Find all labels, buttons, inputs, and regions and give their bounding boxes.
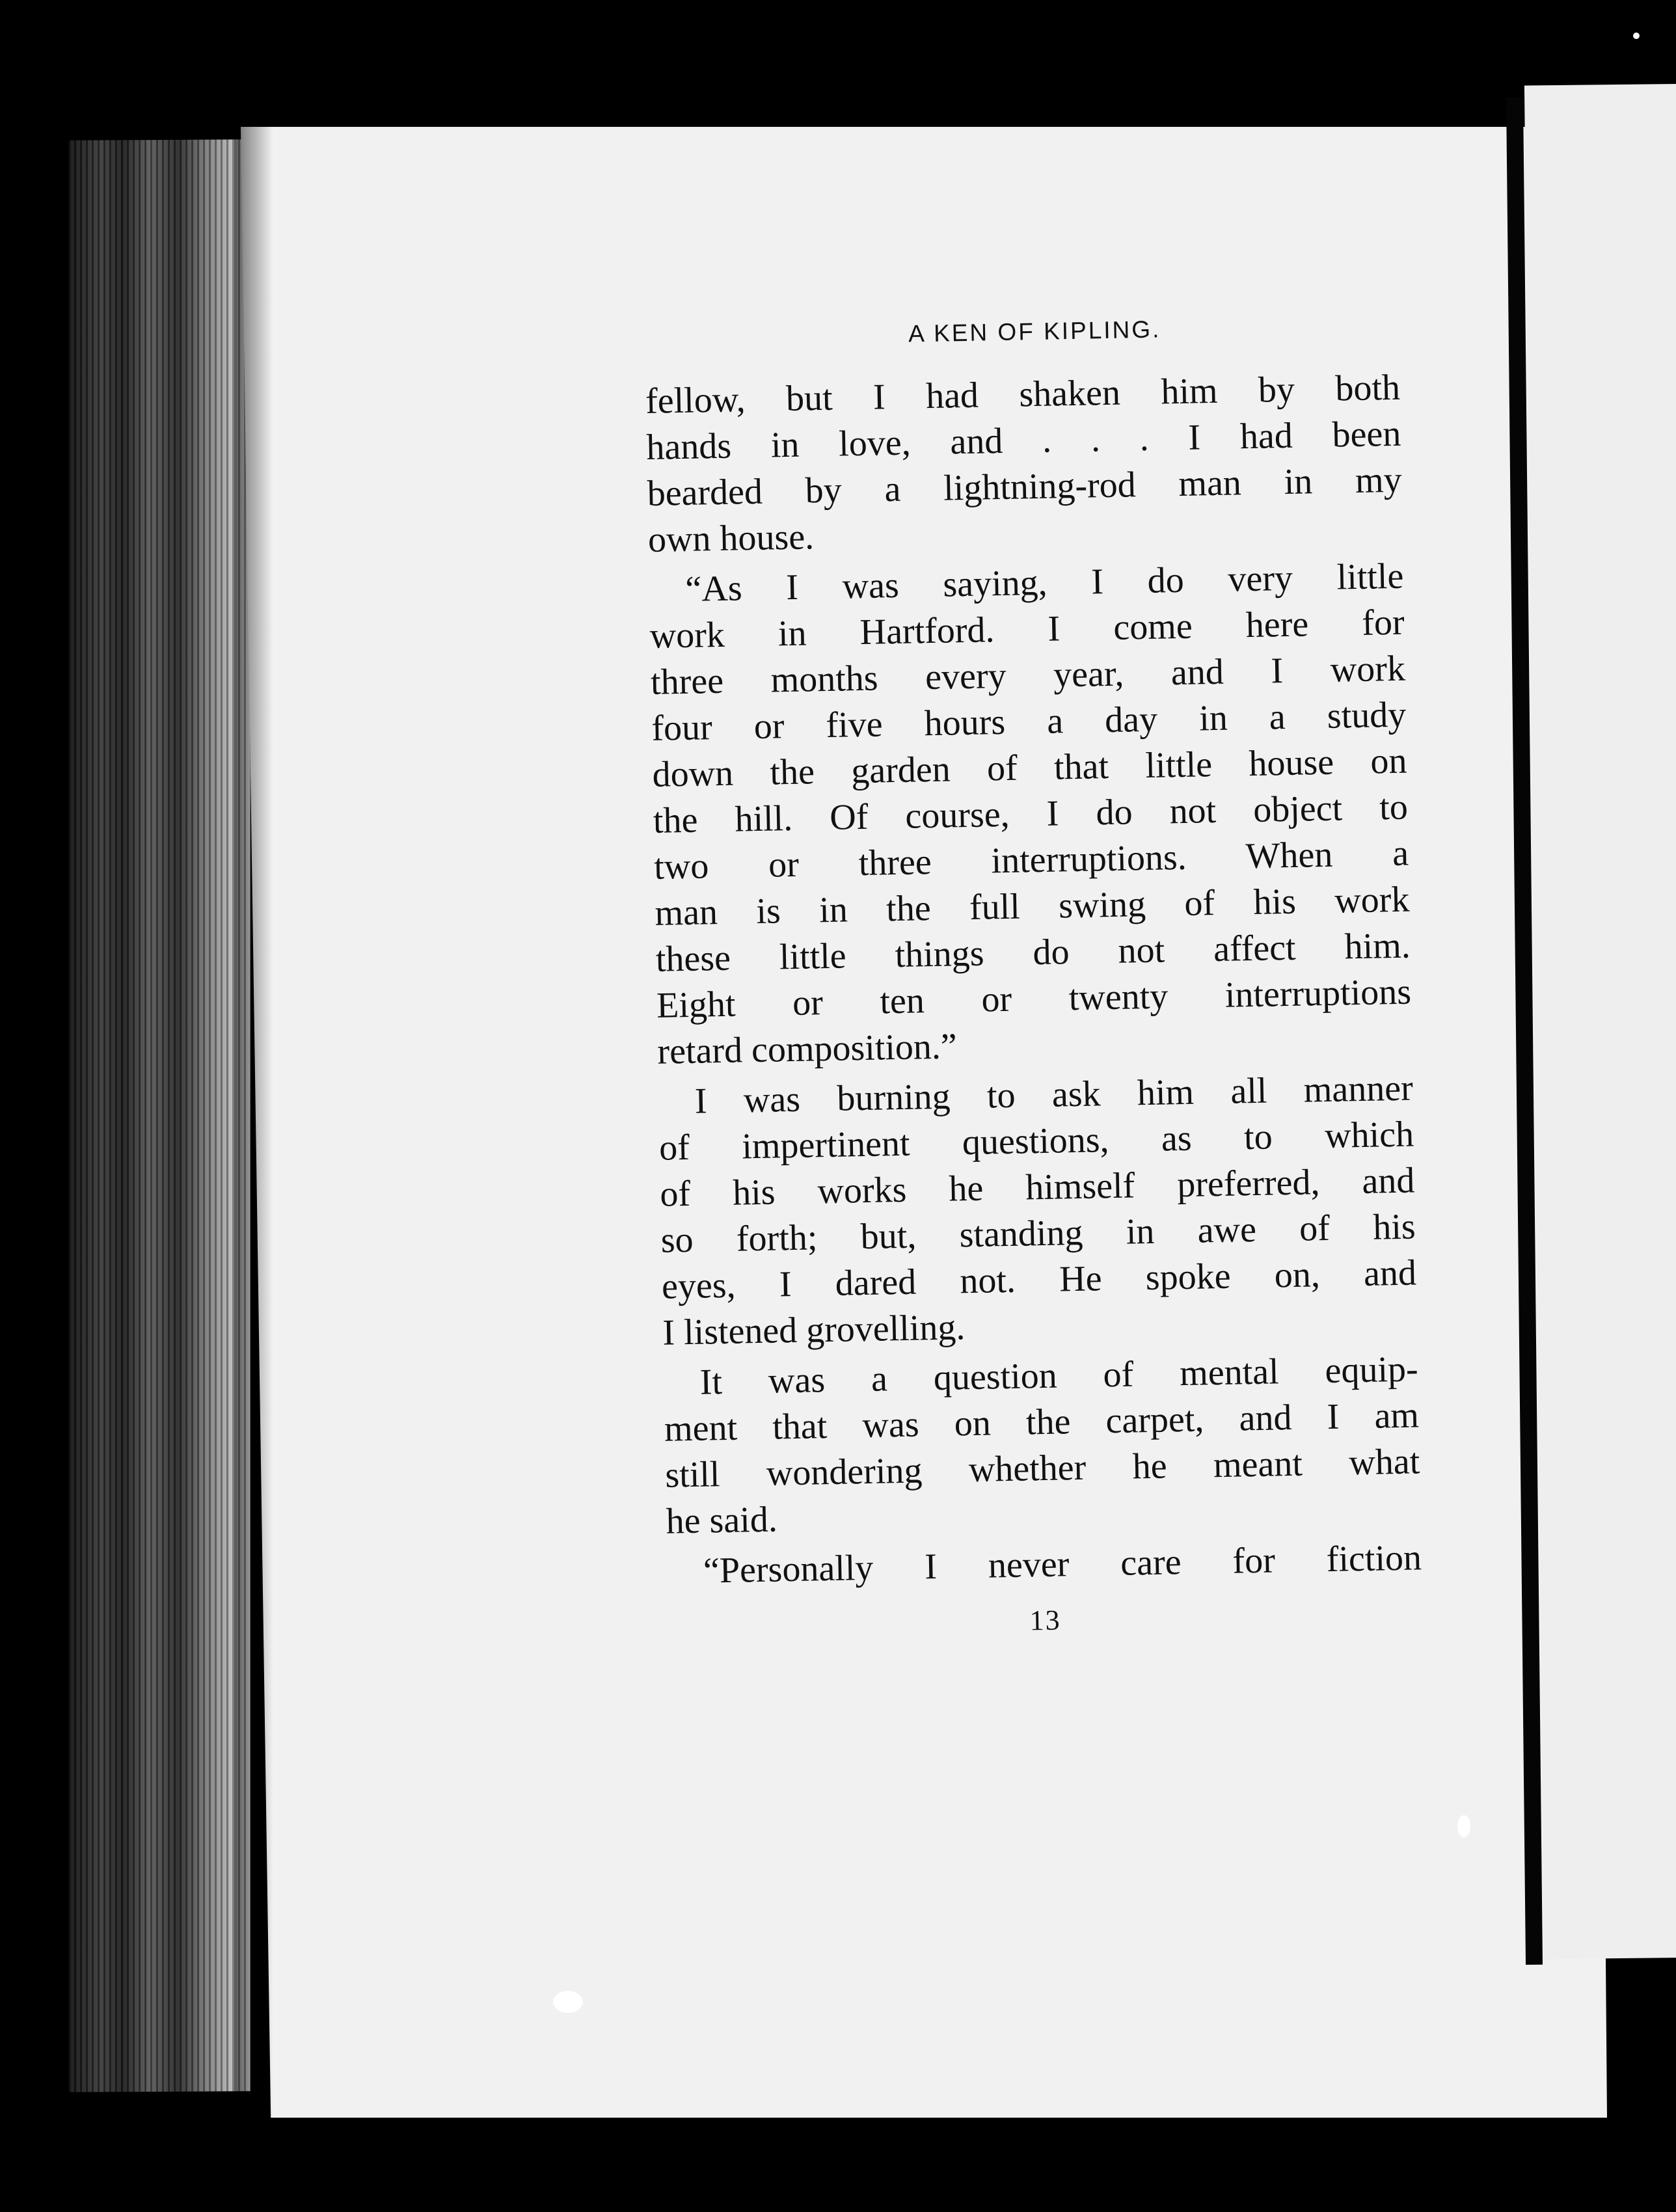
text-line: hands in love, and . . . I had been — [645, 413, 1401, 468]
text-line: down the garden of that little house on — [652, 740, 1408, 795]
text-line: of impertinent questions, as to which — [658, 1114, 1414, 1168]
text-line: ment that was on the carpet, and I am — [664, 1395, 1420, 1450]
text-line: “Personally I never care for fiction — [703, 1537, 1422, 1591]
running-head: A KEN OF KIPLING. — [908, 316, 1161, 347]
text-line: I was burning to ask him all manner — [694, 1068, 1414, 1122]
page-text-block — [644, 312, 1423, 1644]
text-line: eyes, I dared not. He spoke on, and — [661, 1252, 1417, 1307]
paper-speck — [1457, 1815, 1470, 1837]
text-line: so forth; but, standing in awe of his — [660, 1206, 1416, 1261]
text-line: bearded by a lightning-rod man in my — [647, 459, 1403, 514]
text-line: man is in the full swing of his work — [654, 879, 1410, 934]
text-line: own house. — [647, 517, 815, 560]
page-number: 13 — [1029, 1604, 1062, 1637]
text-line: “As I was saying, I do very little — [684, 556, 1404, 610]
text-line: fellow, but I had shaken him by both — [645, 367, 1401, 422]
text-line: retard composition.” — [656, 1026, 958, 1072]
text-line: still wondering whether he meant what — [664, 1441, 1420, 1496]
text-line: work in Hartford. I come here for — [649, 602, 1405, 656]
text-line: I listened grovelling. — [662, 1307, 966, 1353]
text-line: two or three interruptions. When a — [653, 833, 1409, 887]
facing-page-edge — [1524, 84, 1676, 1960]
text-line: Eight or ten or twenty interruptions — [656, 971, 1412, 1026]
paper-speck — [553, 1991, 583, 2013]
text-line: these little things do not affect him. — [655, 925, 1411, 980]
paper-speck — [1633, 33, 1640, 39]
gutter-shadow — [234, 127, 273, 2118]
text-line: he said. — [666, 1499, 778, 1542]
text-line: of his works he himself preferred, and — [659, 1160, 1415, 1215]
text-line: three months every year, and I work — [650, 648, 1406, 703]
book-page-edges — [68, 139, 250, 2092]
text-line: It was a question of mental equip- — [699, 1349, 1419, 1403]
text-line: four or five hours a day in a study — [651, 694, 1407, 749]
body-text — [645, 365, 1422, 1595]
text-line: the hill. Of course, I do not object to — [653, 787, 1409, 841]
